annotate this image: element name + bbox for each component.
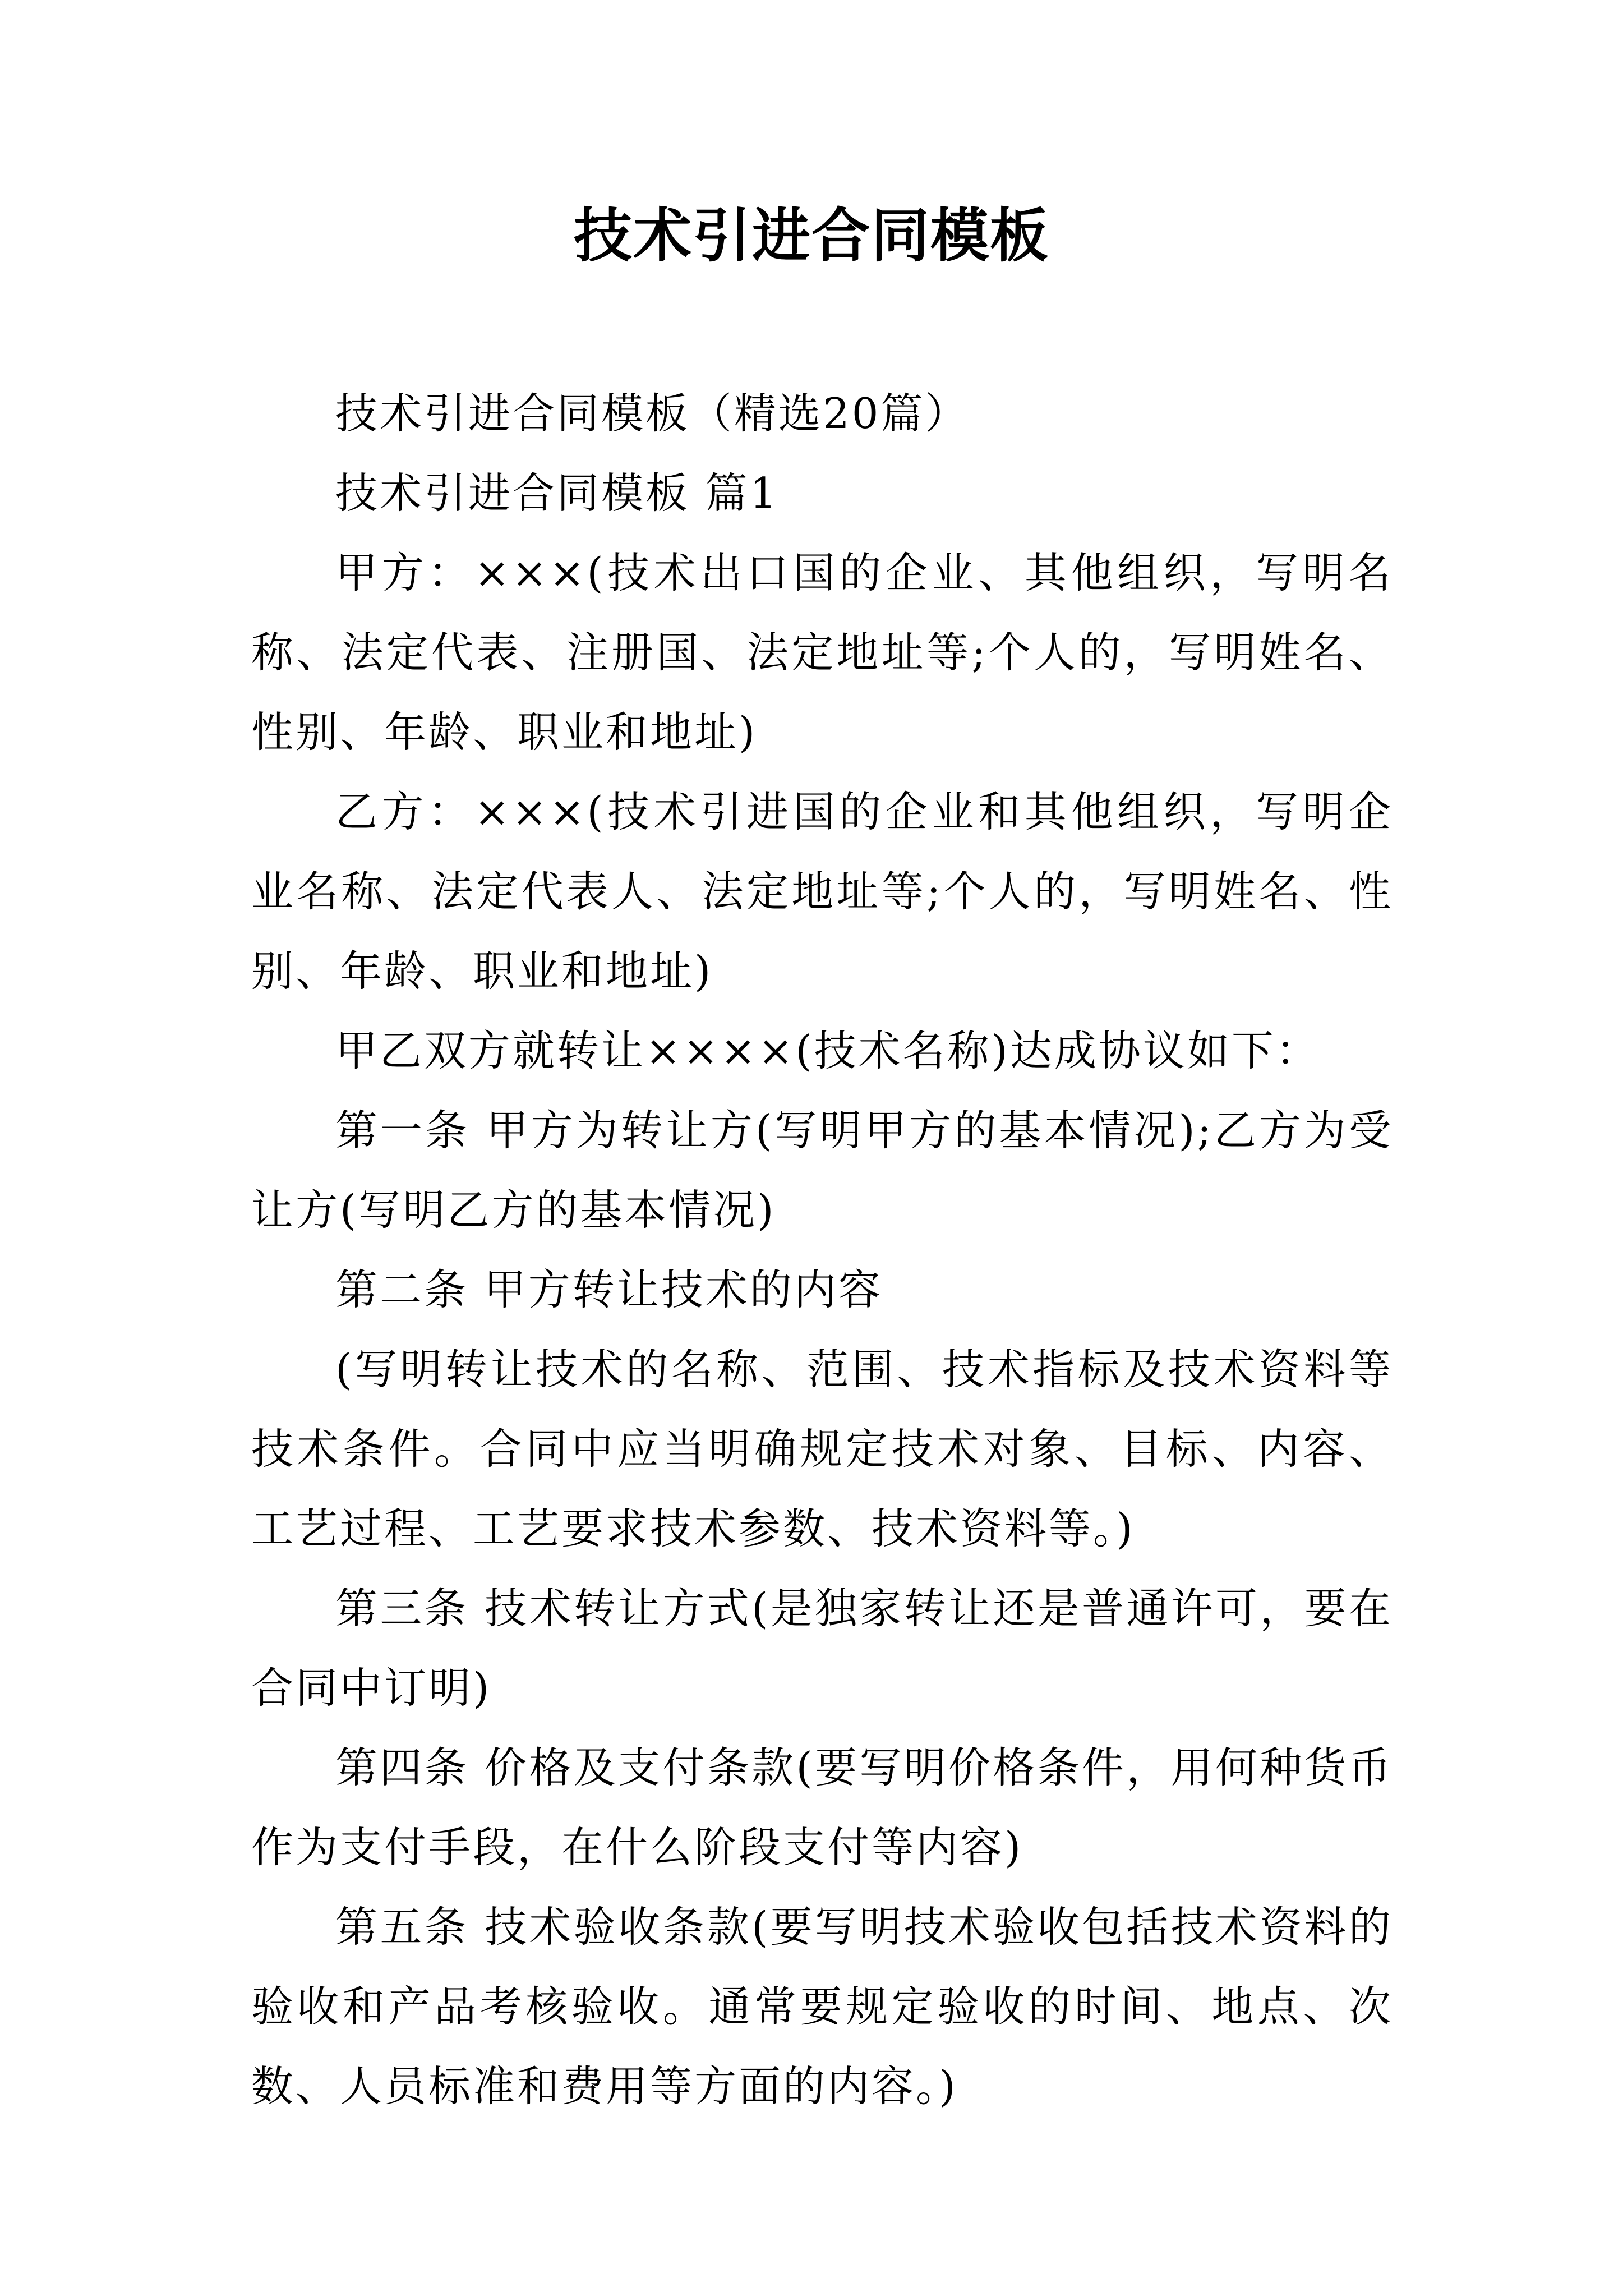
- party-b-paragraph: 乙方：×××(技术引进国的企业和其他组织，写明企业名称、法定代表人、法定地址等;个人的，写明姓名、性别、年龄、职业和地址): [251, 787, 1393, 996]
- article-2-heading: 第二条 甲方转让技术的内容: [335, 1265, 883, 1314]
- document-title: 技术引进合同模板: [573, 201, 1049, 270]
- article-5-paragraph: 第五条 技术验收条款(要写明技术验收包括技术资料的验收和产品考核验收。通常要规定验收的时间、地点、次数、人员标准和费用等方面的内容。): [251, 1902, 1393, 2111]
- document-body: [251, 374, 1393, 2126]
- agreement-intro-paragraph: 甲乙双方就转让××××(技术名称)达成协议如下：: [335, 1026, 1320, 1075]
- article-3-paragraph: 第三条 技术转让方式(是独家转让还是普通许可，要在合同中订明): [251, 1584, 1393, 1713]
- collection-heading: 技术引进合同模板（精选20篇）: [335, 389, 970, 438]
- section-heading: 技术引进合同模板 篇1: [335, 468, 779, 518]
- party-a-paragraph: 甲方：×××(技术出口国的企业、其他组织，写明名称、法定代表、注册国、法定地址等;个人的，写明姓名、性别、年龄、职业和地址): [251, 548, 1393, 757]
- article-2-detail-paragraph: (写明转让技术的名称、范围、技术指标及技术资料等技术条件。合同中应当明确规定技术对象、目标、内容、工艺过程、工艺要求技术参数、技术资料等。): [251, 1345, 1393, 1553]
- article-1-paragraph: 第一条 甲方为转让方(写明甲方的基本情况);乙方为受让方(写明乙方的基本情况): [251, 1106, 1393, 1235]
- article-4-paragraph: 第四条 价格及支付条款(要写明价格条件，用何种货币作为支付手段，在什么阶段支付等内容): [251, 1743, 1393, 1872]
